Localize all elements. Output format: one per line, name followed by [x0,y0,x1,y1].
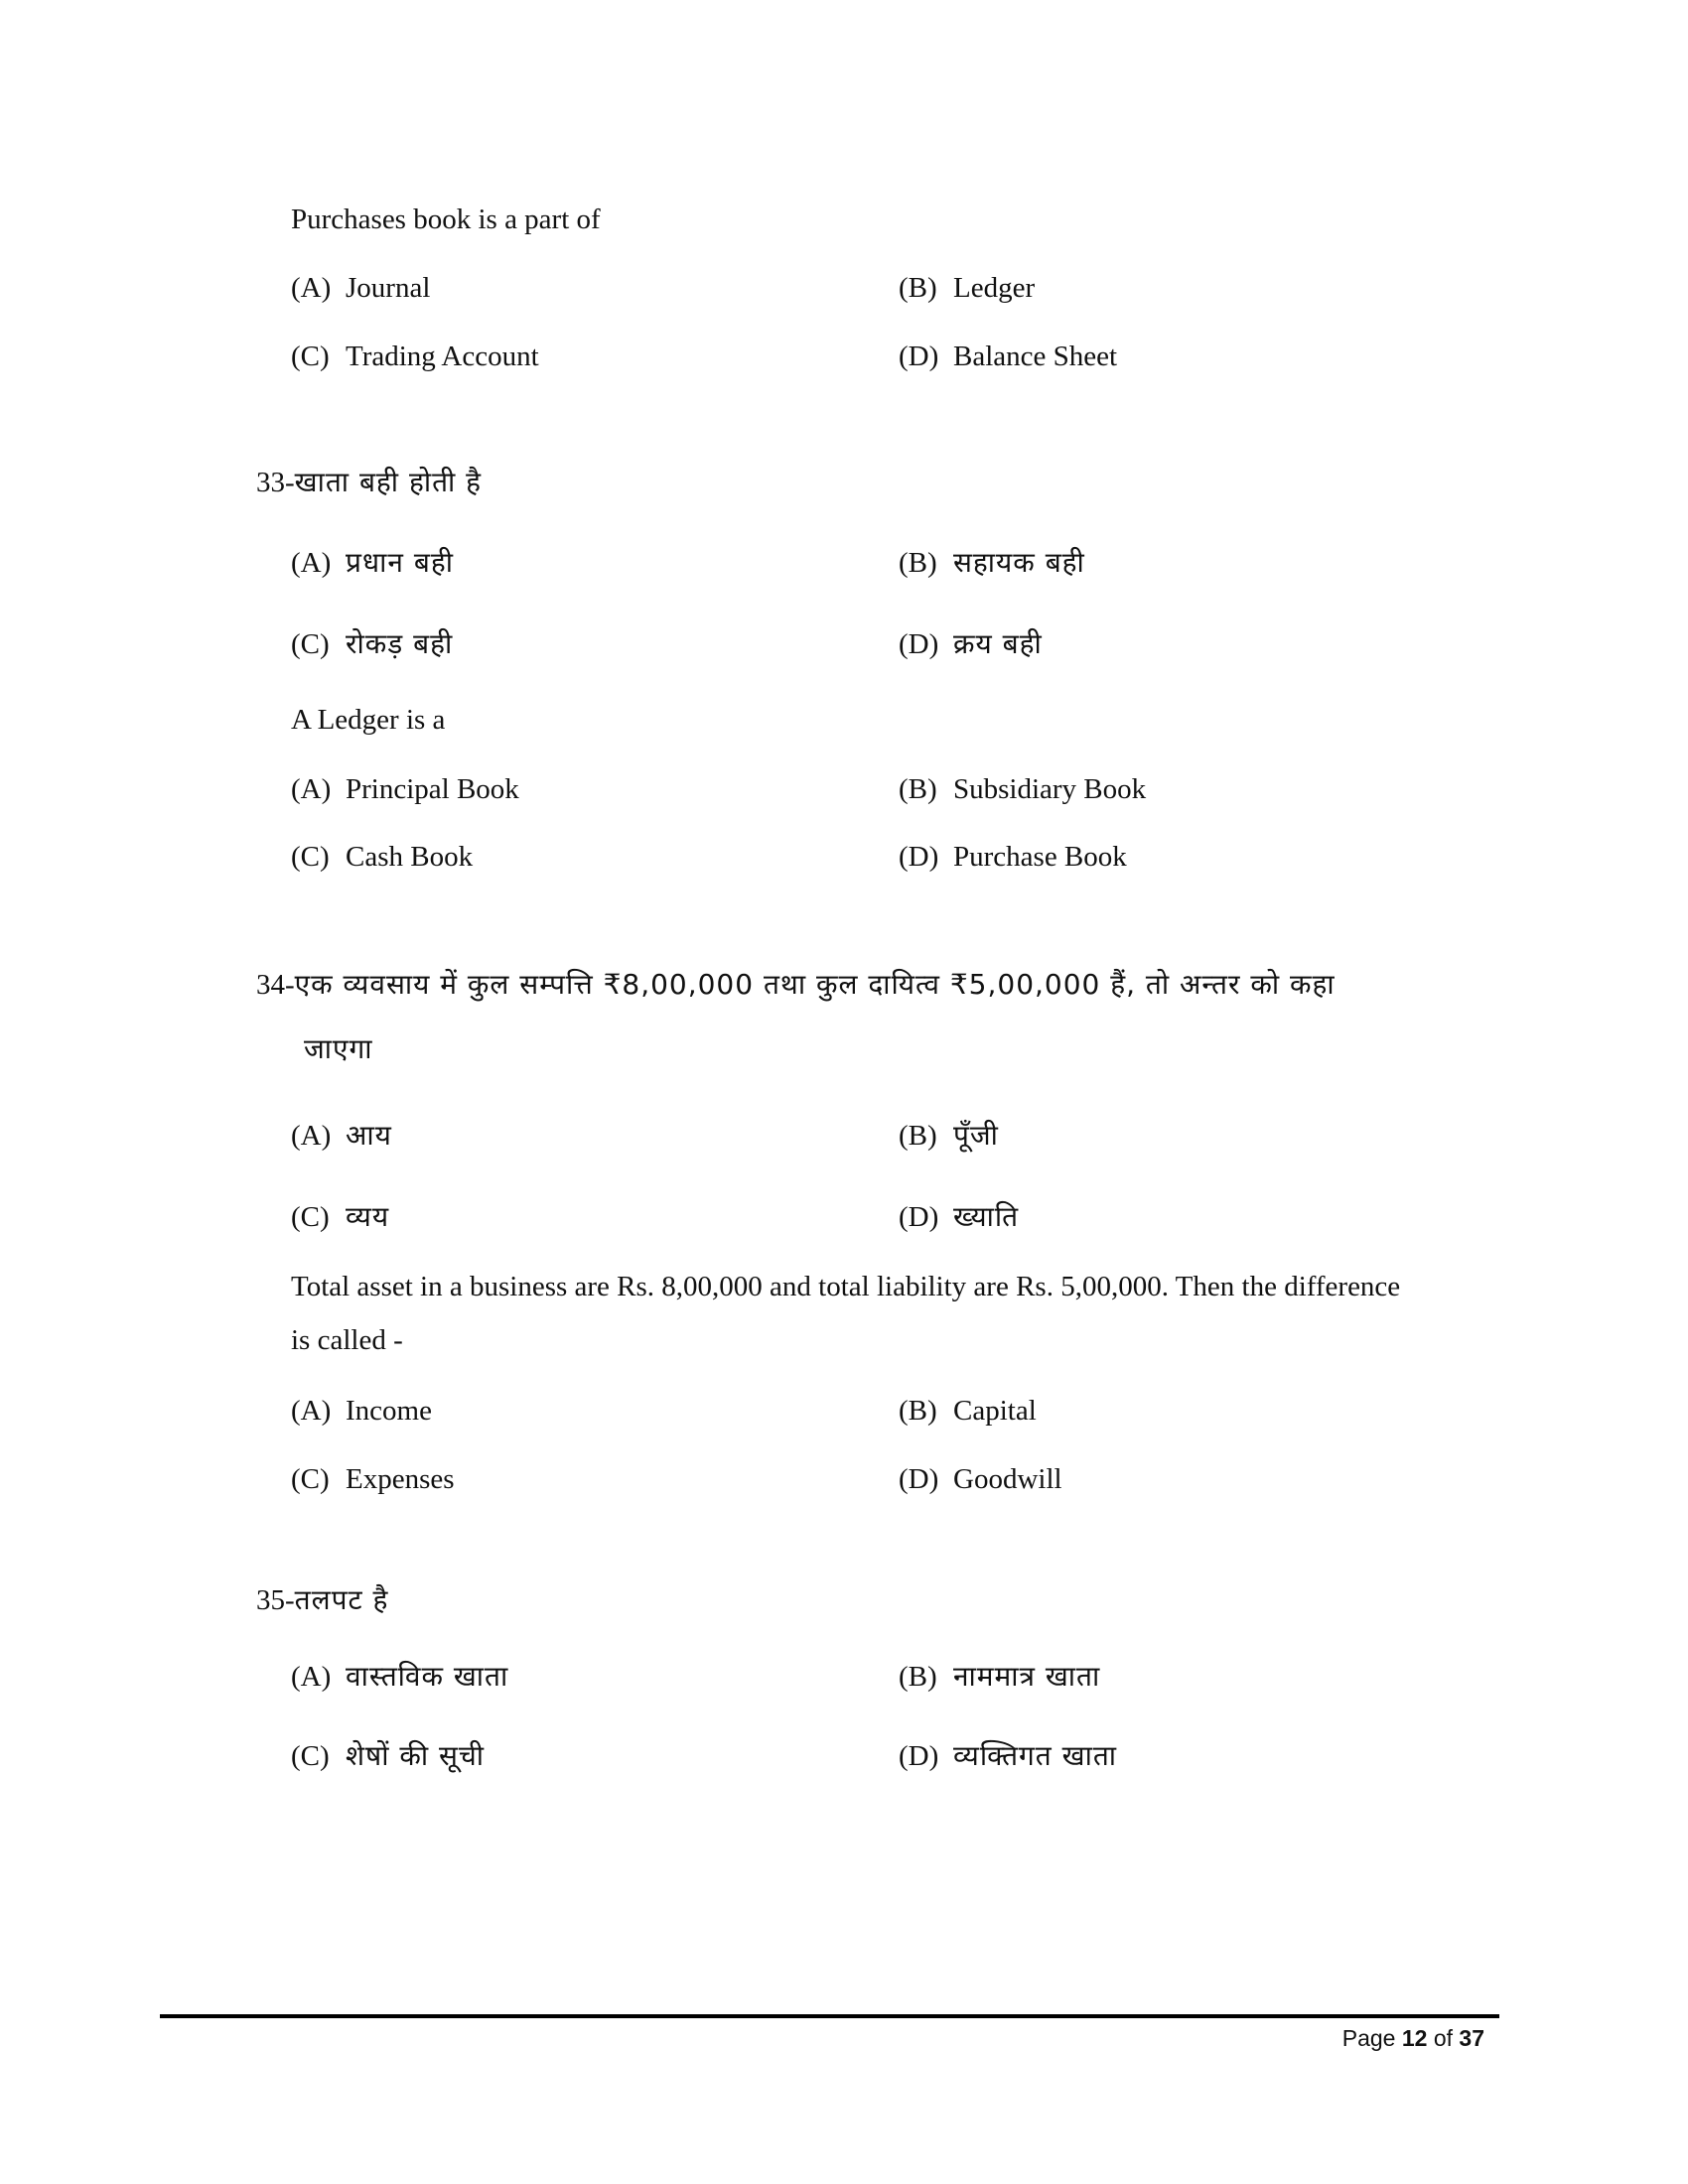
option-label: (A) [291,1661,332,1693]
option-text: शेषों की सूची [346,1739,485,1772]
option-label: (B) [899,547,937,579]
question-number: 35- [256,1584,295,1616]
option-label: (C) [291,1740,330,1772]
option-text: Subsidiary Book [953,773,1147,805]
option-a [291,274,430,303]
option-text: Journal [346,272,431,304]
option-d [899,843,1127,872]
option-label: (B) [899,773,937,805]
option-d [899,629,1043,659]
option-label: (D) [899,1201,939,1233]
option-c [291,629,453,659]
option-text: Purchase Book [953,841,1127,873]
option-text: व्यय [346,1200,390,1233]
option-text: Cash Book [346,841,474,873]
option-c [291,1741,485,1771]
option-text: व्यक्तिगत खाता [953,1739,1118,1772]
option-label: (A) [291,547,332,579]
option-text: Goodwill [953,1463,1062,1495]
question-number: 34- [256,969,295,1001]
option-text: Principal Book [346,773,519,805]
option-text: वास्तविक खाता [346,1660,509,1693]
option-label: (D) [899,341,939,372]
option-c [291,843,473,872]
option-d [899,1202,1019,1232]
option-a [291,1397,432,1426]
question-stem: Total asset in a business are Rs. 8,00,000 and total liability are Rs. 5,00,000. Then the difference [291,1271,1401,1302]
option-label: (A) [291,773,332,805]
option-a [291,1662,508,1692]
option-a [291,1121,392,1151]
question-stem: Purchases book is a part of [291,204,601,235]
option-label: (C) [291,1201,330,1233]
footer-divider [160,2014,1499,2018]
option-label: (C) [291,1463,330,1495]
option-label: (B) [899,1395,937,1427]
option-label: (D) [899,841,939,873]
option-text: पूँजी [953,1119,999,1152]
option-label: (D) [899,628,939,660]
option-text: क्रय बही [953,627,1043,660]
option-a [291,775,519,804]
question-text: एक व्यवसाय में कुल सम्पत्ति ₹8,00,000 तथा कुल दायित्व ₹5,00,000 हैं, तो अन्तर को कहा [294,968,1336,1001]
option-label: (C) [291,628,330,660]
question-text: खाता बही होती है [294,466,483,498]
option-text: Ledger [953,272,1036,304]
option-b [899,1662,1100,1692]
option-text: नाममात्र खाता [953,1660,1101,1693]
option-b [899,1397,1037,1426]
option-text: Balance Sheet [953,341,1118,372]
option-label: (C) [291,841,330,873]
option-text: प्रधान बही [346,546,454,579]
option-d [899,1465,1062,1494]
option-text: Trading Account [346,341,539,372]
option-text: ख्याति [953,1200,1020,1233]
option-label: (D) [899,1463,939,1495]
question-stem-continuation: is called - [291,1324,403,1356]
option-label: (B) [899,272,937,304]
question-stem [256,468,482,497]
question-stem-continuation: जाएगा [304,1032,373,1065]
option-text: सहायक बही [953,546,1085,579]
current-page: 12 [1401,2025,1428,2051]
of-word: of [1433,2025,1454,2051]
option-b [899,1121,999,1151]
option-c [291,1465,455,1494]
total-pages: 37 [1459,2025,1484,2051]
option-label: (A) [291,272,332,304]
option-c [291,342,539,371]
option-c [291,1202,389,1232]
option-label: (C) [291,341,330,372]
option-text: आय [346,1119,392,1152]
option-b [899,775,1146,804]
option-label: (B) [899,1661,937,1693]
option-label: (D) [899,1740,939,1772]
option-b [899,548,1085,578]
option-label: (B) [899,1120,937,1152]
question-stem: A Ledger is a [291,704,446,736]
option-a [291,548,454,578]
option-text: Capital [953,1395,1037,1427]
option-text: रोकड़ बही [346,627,454,660]
option-text: Income [346,1395,432,1427]
question-stem [256,970,1336,1000]
option-label: (A) [291,1395,332,1427]
question-text: तलपट है [294,1583,389,1616]
option-d [899,342,1117,371]
question-number: 33- [256,467,295,498]
option-text: Expenses [346,1463,455,1495]
question-stem [256,1585,388,1615]
option-d [899,1741,1117,1771]
page-word: Page [1341,2025,1396,2051]
option-label: (A) [291,1120,332,1152]
option-b [899,274,1035,303]
page-number [1342,2026,1484,2050]
